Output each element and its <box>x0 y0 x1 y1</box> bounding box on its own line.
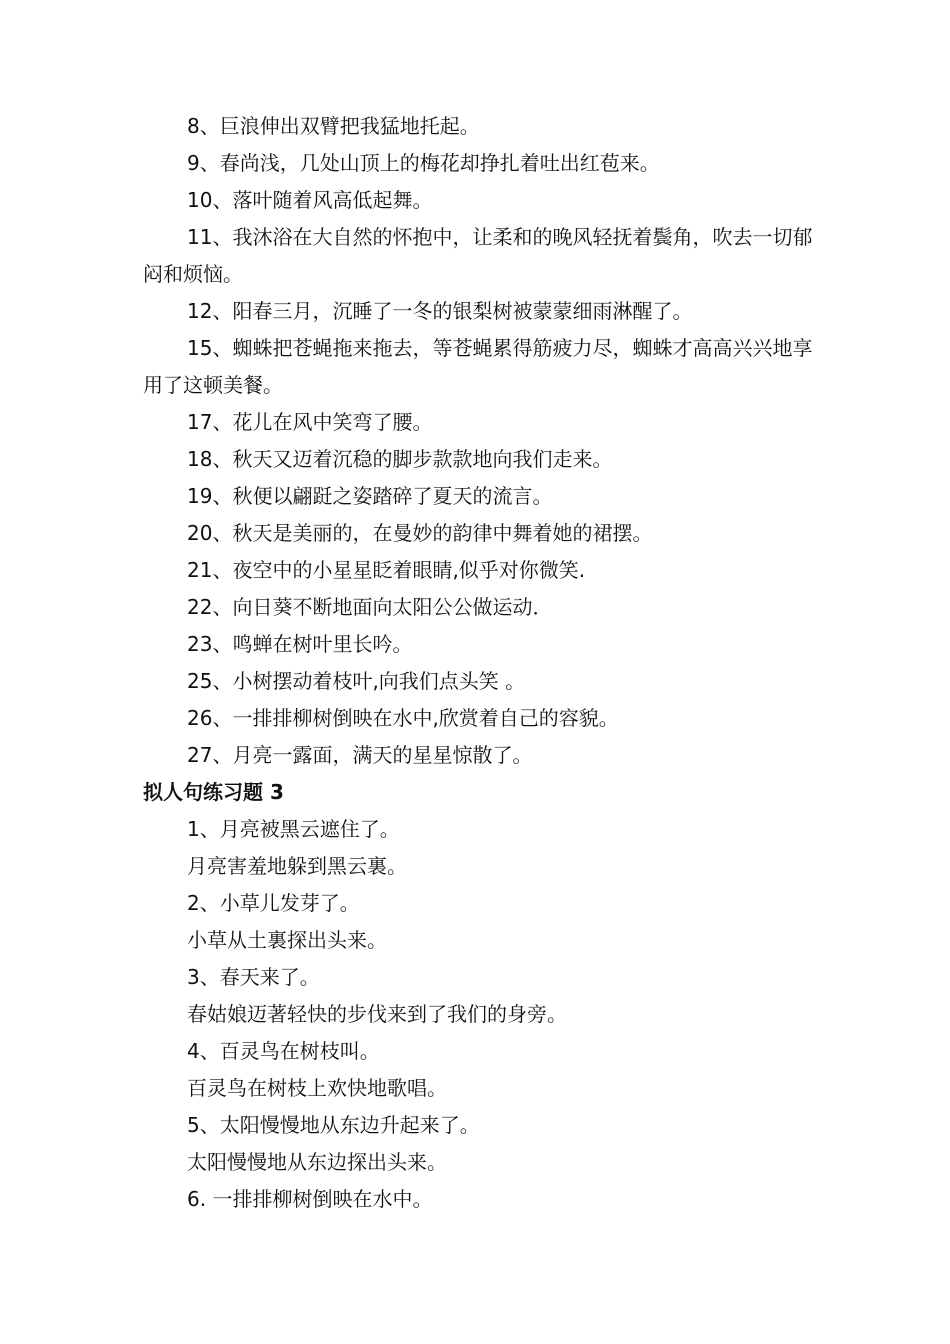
exercise-answer: 小草从土裏探出头来。 <box>187 928 387 952</box>
sentence-item: 8、巨浪伸出双臂把我猛地托起。 <box>187 114 480 138</box>
sentence-item: 20、秋天是美丽的，在曼妙的韵律中舞着她的裙摆。 <box>187 521 653 545</box>
sentence-item: 23、鸣蝉在树叶里长吟。 <box>187 632 413 656</box>
sentence-item: 22、向日葵不断地面向太阳公公做运动． <box>187 595 553 619</box>
sentence-item: 15、蜘蛛把苍蝇拖来拖去，等苍蝇累得筋疲力尽，蜘蛛才高高兴兴地享用了这顿美餐。 <box>143 336 813 397</box>
sentence-item: 11、我沐浴在大自然的怀抱中，让柔和的晚风轻抚着鬓角，吹去一切郁闷和烦恼。 <box>143 225 813 286</box>
exercise-answer: 春姑娘迈著轻快的步伐来到了我们的身旁。 <box>187 1002 567 1026</box>
sentence-item: 12、阳春三月，沉睡了一冬的银梨树被蒙蒙细雨淋醒了。 <box>187 299 693 323</box>
sentence-item: 26、一排排柳树倒映在水中,欣赏着自己的容貌。 <box>187 706 619 730</box>
section-heading: 拟人句练习题 3 <box>143 780 284 804</box>
sentence-item: 27、月亮一露面，满天的星星惊散了。 <box>187 743 533 767</box>
sentence-item: 19、秋便以翩跹之姿踏碎了夏天的流言。 <box>187 484 553 508</box>
exercise-item: 3、春天来了。 <box>187 965 320 989</box>
exercise-item: 2、小草儿发芽了。 <box>187 891 360 915</box>
sentence-item: 10、落叶随着风高低起舞。 <box>187 188 433 212</box>
sentence-item: 21、夜空中的小星星眨着眼睛,似乎对你微笑. <box>187 558 586 582</box>
exercise-answer: 月亮害羞地躲到黑云裏。 <box>187 854 407 878</box>
exercise-item: 6. 一排排柳树倒映在水中。 <box>187 1187 433 1211</box>
sentence-item: 9、春尚浅，几处山顶上的梅花却挣扎着吐出红苞来。 <box>187 151 660 175</box>
exercise-answer: 太阳慢慢地从东边探出头来。 <box>187 1150 447 1174</box>
sentence-item: 25、小树摆动着枝叶,向我们点头笑 。 <box>187 669 526 693</box>
exercise-answer: 百灵鸟在树枝上欢快地歌唱。 <box>187 1076 447 1100</box>
exercise-item: 5、太阳慢慢地从东边升起来了。 <box>187 1113 480 1137</box>
exercise-item: 4、百灵鸟在树枝叫。 <box>187 1039 380 1063</box>
sentence-item: 18、秋天又迈着沉稳的脚步款款地向我们走来。 <box>187 447 613 471</box>
document-body <box>143 108 813 1218</box>
exercise-item: 1、月亮被黑云遮住了。 <box>187 817 400 841</box>
sentence-item: 17、花儿在风中笑弯了腰。 <box>187 410 433 434</box>
